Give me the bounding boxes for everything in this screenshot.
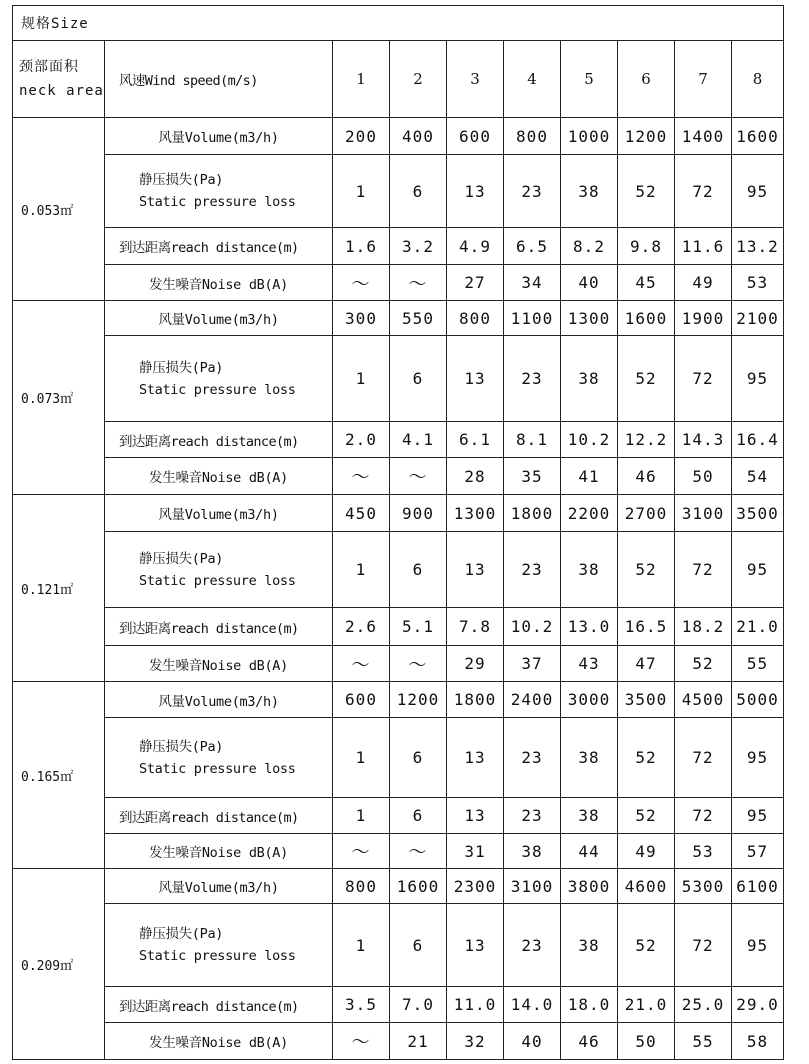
neck-area-label-en: neck area <box>19 83 104 99</box>
volume-value: 1300 <box>447 495 504 532</box>
pressure-value: 38 <box>561 718 618 798</box>
pressure-value: 6 <box>390 155 447 228</box>
reach-value: 16.4 <box>732 422 784 458</box>
reach-value: 13.0 <box>561 608 618 646</box>
neck-area-value: 0.073㎡ <box>13 301 105 495</box>
pressure-label-cn: 静压损失(Pa) <box>139 738 224 755</box>
noise-value: ～ <box>333 646 390 682</box>
reach-value: 25.0 <box>675 987 732 1023</box>
reach-value: 38 <box>561 798 618 834</box>
pressure-label <box>105 718 333 798</box>
reach-value: 72 <box>675 798 732 834</box>
wind-speed-header: 风速Wind speed(m/s) <box>105 41 333 118</box>
reach-value: 5.1 <box>390 608 447 646</box>
reach-value: 6.5 <box>504 228 561 265</box>
table-row <box>13 495 784 532</box>
volume-value: 600 <box>447 118 504 155</box>
reach-value: 10.2 <box>504 608 561 646</box>
noise-value: 50 <box>675 458 732 495</box>
volume-value: 800 <box>504 118 561 155</box>
speed-6: 6 <box>618 41 675 118</box>
noise-value: 49 <box>618 834 675 869</box>
reach-value: 16.5 <box>618 608 675 646</box>
pressure-value: 38 <box>561 904 618 987</box>
noise-value: 45 <box>618 265 675 301</box>
reach-value: 13 <box>447 798 504 834</box>
volume-value: 3800 <box>561 869 618 904</box>
volume-value: 1600 <box>732 118 784 155</box>
noise-value: 31 <box>447 834 504 869</box>
noise-value: ～ <box>390 265 447 301</box>
pressure-value: 23 <box>504 336 561 422</box>
pressure-value: 13 <box>447 904 504 987</box>
noise-value: 43 <box>561 646 618 682</box>
reach-label: 到达距离reach distance(m) <box>105 422 333 458</box>
pressure-value: 38 <box>561 336 618 422</box>
reach-value: 11.0 <box>447 987 504 1023</box>
pressure-label-en: Static pressure loss <box>139 381 296 398</box>
reach-value: 8.1 <box>504 422 561 458</box>
reach-value: 18.0 <box>561 987 618 1023</box>
pressure-value: 72 <box>675 904 732 987</box>
pressure-label-cn: 静压损失(Pa) <box>139 550 224 567</box>
speed-4: 4 <box>504 41 561 118</box>
pressure-label-en: Static pressure loss <box>139 194 296 210</box>
spec-table <box>12 5 784 1060</box>
pressure-value: 23 <box>504 904 561 987</box>
volume-value: 6100 <box>732 869 784 904</box>
volume-value: 2700 <box>618 495 675 532</box>
volume-value: 4500 <box>675 682 732 718</box>
speed-1: 1 <box>333 41 390 118</box>
noise-value: 21 <box>390 1023 447 1060</box>
noise-value: 32 <box>447 1023 504 1060</box>
pressure-value: 52 <box>618 904 675 987</box>
volume-label: 风量Volume(m3/h) <box>105 495 333 532</box>
volume-value: 1100 <box>504 301 561 336</box>
noise-value: ～ <box>390 458 447 495</box>
volume-value: 3000 <box>561 682 618 718</box>
volume-value: 3500 <box>618 682 675 718</box>
table-row <box>13 532 784 608</box>
noise-value: ～ <box>333 458 390 495</box>
reach-value: 12.2 <box>618 422 675 458</box>
volume-value: 900 <box>390 495 447 532</box>
reach-value: 13.2 <box>732 228 784 265</box>
volume-value: 1600 <box>618 301 675 336</box>
table-row <box>13 1023 784 1060</box>
pressure-value: 38 <box>561 532 618 608</box>
volume-value: 3100 <box>504 869 561 904</box>
table-row <box>13 869 784 904</box>
pressure-value: 6 <box>390 718 447 798</box>
pressure-value: 1 <box>333 155 390 228</box>
reach-value: 10.2 <box>561 422 618 458</box>
pressure-value: 72 <box>675 155 732 228</box>
pressure-value: 13 <box>447 532 504 608</box>
neck-area-value: 0.165㎡ <box>13 682 105 869</box>
noise-value: 53 <box>732 265 784 301</box>
noise-value: 27 <box>447 265 504 301</box>
pressure-value: 6 <box>390 532 447 608</box>
neck-area-value: 0.209㎡ <box>13 869 105 1060</box>
reach-value: 9.8 <box>618 228 675 265</box>
speed-8: 8 <box>732 41 784 118</box>
noise-value: 41 <box>561 458 618 495</box>
noise-value: 40 <box>504 1023 561 1060</box>
noise-value: 34 <box>504 265 561 301</box>
reach-value: 7.0 <box>390 987 447 1023</box>
volume-value: 1300 <box>561 301 618 336</box>
speed-7: 7 <box>675 41 732 118</box>
volume-label: 风量Volume(m3/h) <box>105 682 333 718</box>
reach-value: 21.0 <box>732 608 784 646</box>
pressure-value: 13 <box>447 155 504 228</box>
noise-value: ～ <box>333 265 390 301</box>
reach-value: 95 <box>732 798 784 834</box>
volume-value: 1000 <box>561 118 618 155</box>
table-row <box>13 422 784 458</box>
noise-value: 58 <box>732 1023 784 1060</box>
pressure-value: 52 <box>618 718 675 798</box>
reach-value: 4.9 <box>447 228 504 265</box>
pressure-label-en: Static pressure loss <box>139 572 296 589</box>
neck-area-label-cn: 颈部面积 <box>19 59 79 75</box>
volume-value: 450 <box>333 495 390 532</box>
table-row <box>13 155 784 228</box>
table-row <box>13 228 784 265</box>
neck-area-header <box>13 41 105 118</box>
noise-label: 发生噪音Noise dB(A) <box>105 458 333 495</box>
pressure-value: 95 <box>732 336 784 422</box>
reach-value: 23 <box>504 798 561 834</box>
pressure-value: 52 <box>618 155 675 228</box>
reach-value: 52 <box>618 798 675 834</box>
speed-3: 3 <box>447 41 504 118</box>
pressure-label <box>105 532 333 608</box>
table-row <box>13 608 784 646</box>
volume-value: 550 <box>390 301 447 336</box>
reach-value: 2.6 <box>333 608 390 646</box>
noise-value: 49 <box>675 265 732 301</box>
reach-value: 14.3 <box>675 422 732 458</box>
pressure-label-cn: 静压损失(Pa) <box>139 926 224 942</box>
volume-value: 1200 <box>618 118 675 155</box>
header-row <box>13 41 784 118</box>
pressure-value: 23 <box>504 532 561 608</box>
volume-value: 1200 <box>390 682 447 718</box>
volume-value: 3100 <box>675 495 732 532</box>
reach-value: 8.2 <box>561 228 618 265</box>
noise-value: 55 <box>675 1023 732 1060</box>
table-row <box>13 834 784 869</box>
pressure-value: 38 <box>561 155 618 228</box>
noise-value: 28 <box>447 458 504 495</box>
noise-value: 46 <box>618 458 675 495</box>
volume-value: 2200 <box>561 495 618 532</box>
reach-value: 14.0 <box>504 987 561 1023</box>
pressure-label <box>105 904 333 987</box>
reach-value: 1.6 <box>333 228 390 265</box>
noise-value: 47 <box>618 646 675 682</box>
pressure-value: 72 <box>675 532 732 608</box>
noise-value: ～ <box>390 834 447 869</box>
pressure-value: 95 <box>732 904 784 987</box>
table-row <box>13 798 784 834</box>
table-row <box>13 682 784 718</box>
noise-value: 46 <box>561 1023 618 1060</box>
volume-value: 800 <box>333 869 390 904</box>
reach-value: 7.8 <box>447 608 504 646</box>
reach-value: 18.2 <box>675 608 732 646</box>
pressure-value: 1 <box>333 336 390 422</box>
reach-value: 6 <box>390 798 447 834</box>
noise-value: 54 <box>732 458 784 495</box>
pressure-label-en: Static pressure loss <box>139 760 296 777</box>
pressure-value: 13 <box>447 336 504 422</box>
table-row <box>13 904 784 987</box>
noise-value: 37 <box>504 646 561 682</box>
pressure-value: 6 <box>390 336 447 422</box>
pressure-label-en: Static pressure loss <box>139 948 296 964</box>
noise-value: ～ <box>333 1023 390 1060</box>
table-row <box>13 987 784 1023</box>
volume-value: 5300 <box>675 869 732 904</box>
pressure-label-cn: 静压损失(Pa) <box>139 359 224 376</box>
pressure-value: 23 <box>504 718 561 798</box>
volume-value: 200 <box>333 118 390 155</box>
noise-value: 38 <box>504 834 561 869</box>
reach-value: 4.1 <box>390 422 447 458</box>
volume-label: 风量Volume(m3/h) <box>105 118 333 155</box>
volume-value: 1600 <box>390 869 447 904</box>
pressure-value: 13 <box>447 718 504 798</box>
noise-value: 53 <box>675 834 732 869</box>
noise-value: 40 <box>561 265 618 301</box>
pressure-value: 1 <box>333 904 390 987</box>
pressure-label-cn: 静压损失(Pa) <box>139 172 224 188</box>
pressure-value: 6 <box>390 904 447 987</box>
noise-value: 35 <box>504 458 561 495</box>
neck-area-value: 0.053㎡ <box>13 118 105 301</box>
volume-value: 2300 <box>447 869 504 904</box>
noise-value: 52 <box>675 646 732 682</box>
pressure-label <box>105 155 333 228</box>
reach-value: 29.0 <box>732 987 784 1023</box>
volume-value: 1800 <box>447 682 504 718</box>
table-row <box>13 118 784 155</box>
pressure-value: 95 <box>732 532 784 608</box>
pressure-value: 72 <box>675 336 732 422</box>
reach-value: 2.0 <box>333 422 390 458</box>
volume-value: 1400 <box>675 118 732 155</box>
pressure-value: 1 <box>333 532 390 608</box>
table-row <box>13 718 784 798</box>
noise-label: 发生噪音Noise dB(A) <box>105 834 333 869</box>
reach-label: 到达距离reach distance(m) <box>105 228 333 265</box>
pressure-value: 95 <box>732 155 784 228</box>
table-row <box>13 301 784 336</box>
reach-value: 3.2 <box>390 228 447 265</box>
volume-value: 300 <box>333 301 390 336</box>
volume-label: 风量Volume(m3/h) <box>105 869 333 904</box>
noise-value: ～ <box>390 646 447 682</box>
table-row <box>13 336 784 422</box>
volume-value: 800 <box>447 301 504 336</box>
reach-value: 21.0 <box>618 987 675 1023</box>
volume-value: 4600 <box>618 869 675 904</box>
reach-label: 到达距离reach distance(m) <box>105 608 333 646</box>
reach-value: 6.1 <box>447 422 504 458</box>
volume-value: 5000 <box>732 682 784 718</box>
volume-value: 1800 <box>504 495 561 532</box>
volume-value: 1900 <box>675 301 732 336</box>
speed-2: 2 <box>390 41 447 118</box>
reach-value: 11.6 <box>675 228 732 265</box>
noise-label: 发生噪音Noise dB(A) <box>105 1023 333 1060</box>
table-row <box>13 646 784 682</box>
pressure-value: 23 <box>504 155 561 228</box>
volume-value: 3500 <box>732 495 784 532</box>
reach-value: 1 <box>333 798 390 834</box>
noise-label: 发生噪音Noise dB(A) <box>105 646 333 682</box>
pressure-value: 72 <box>675 718 732 798</box>
noise-value: 57 <box>732 834 784 869</box>
pressure-label <box>105 336 333 422</box>
noise-value: 44 <box>561 834 618 869</box>
noise-label: 发生噪音Noise dB(A) <box>105 265 333 301</box>
pressure-value: 52 <box>618 336 675 422</box>
speed-5: 5 <box>561 41 618 118</box>
noise-value: 29 <box>447 646 504 682</box>
table-row <box>13 458 784 495</box>
table-row <box>13 265 784 301</box>
reach-value: 3.5 <box>333 987 390 1023</box>
volume-value: 600 <box>333 682 390 718</box>
volume-value: 2400 <box>504 682 561 718</box>
noise-value: ～ <box>333 834 390 869</box>
volume-value: 2100 <box>732 301 784 336</box>
noise-value: 55 <box>732 646 784 682</box>
pressure-value: 52 <box>618 532 675 608</box>
noise-value: 50 <box>618 1023 675 1060</box>
pressure-value: 95 <box>732 718 784 798</box>
volume-value: 400 <box>390 118 447 155</box>
neck-area-value: 0.121㎡ <box>13 495 105 682</box>
volume-label: 风量Volume(m3/h) <box>105 301 333 336</box>
reach-label: 到达距离reach distance(m) <box>105 987 333 1023</box>
reach-label: 到达距离reach distance(m) <box>105 798 333 834</box>
table-title: 规格Size <box>13 6 784 41</box>
pressure-value: 1 <box>333 718 390 798</box>
